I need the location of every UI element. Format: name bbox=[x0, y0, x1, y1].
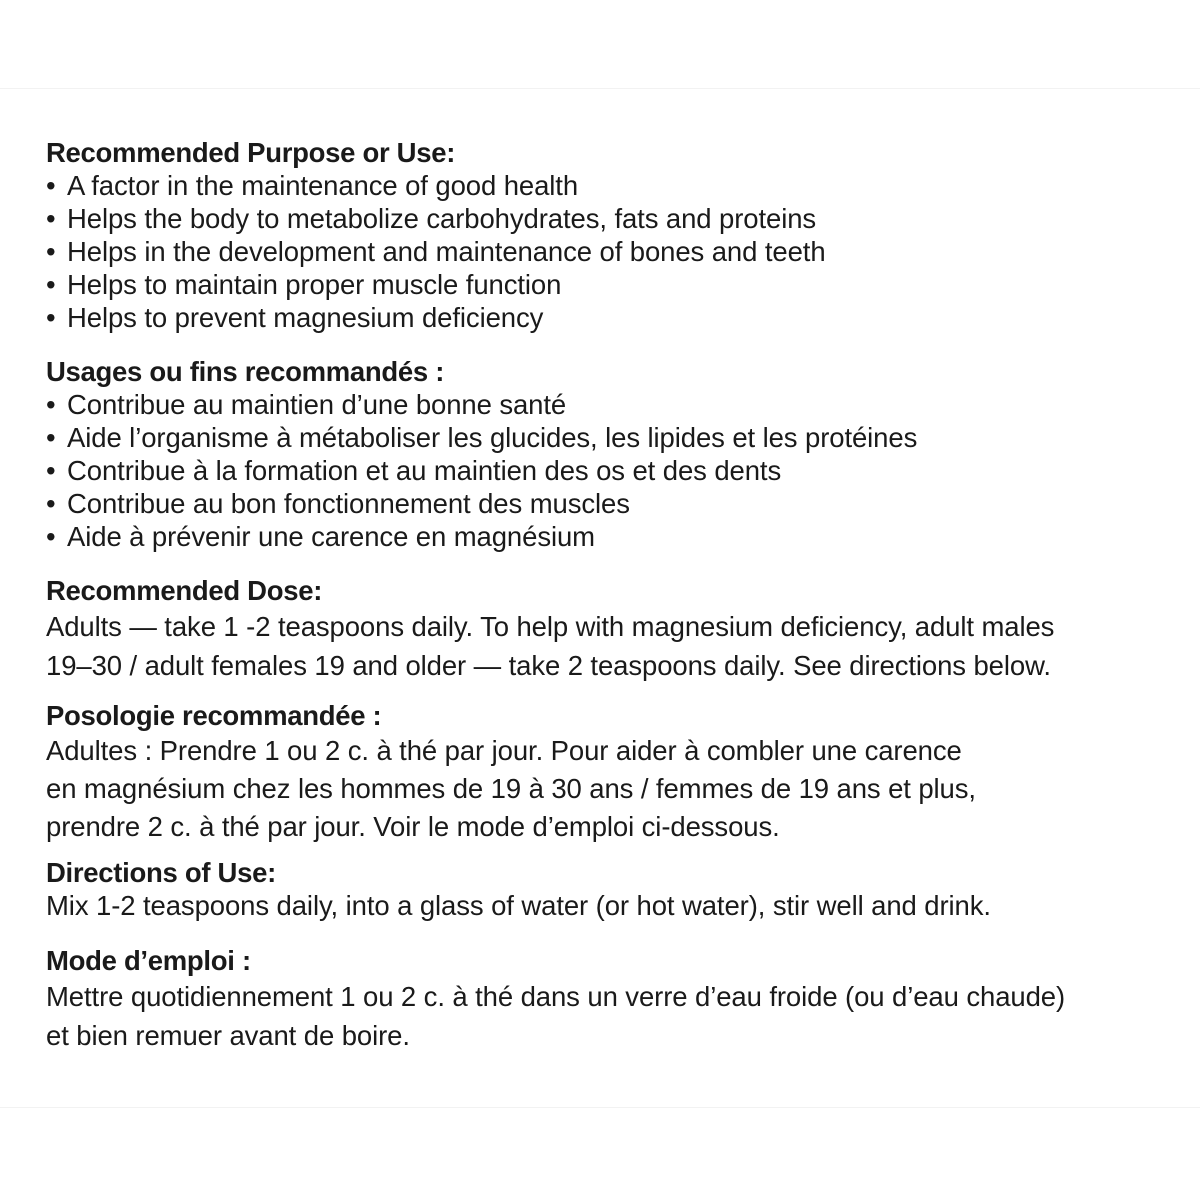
list-item: • Contribue à la formation et au maintien des os et des dents bbox=[46, 455, 782, 486]
text-line: Mettre quotidiennement 1 ou 2 c. à thé dans un verre d’eau froide (ou d’eau chaude) bbox=[46, 981, 1066, 1012]
text-line: Mix 1-2 teaspoons daily, into a glass of water (or hot water), stir well and drink. bbox=[46, 890, 991, 921]
paragraph bbox=[46, 732, 1176, 846]
list-item: • Contribue au bon fonctionnement des muscles bbox=[46, 488, 630, 519]
text-line: 19–30 / adult females 19 and older — take 2 teaspoons daily. See directions below. bbox=[46, 650, 1051, 681]
text-line: Adultes : Prendre 1 ou 2 c. à thé par jour. Pour aider à combler une carence bbox=[46, 735, 962, 766]
section-heading: Posologie recommandée : bbox=[46, 700, 382, 731]
section-recommended-use bbox=[46, 136, 1176, 334]
section-directions bbox=[46, 856, 1176, 922]
list-item: • Helps the body to metabolize carbohydrates, fats and proteins bbox=[46, 203, 817, 234]
paragraph bbox=[46, 889, 1176, 922]
bullet-marker: • bbox=[46, 302, 56, 333]
section-heading: Mode d’emploi : bbox=[46, 945, 251, 976]
section-heading: Recommended Purpose or Use: bbox=[46, 137, 456, 168]
label-text-block bbox=[46, 136, 1176, 1076]
section-heading: Recommended Dose: bbox=[46, 575, 323, 606]
text-line: en magnésium chez les hommes de 19 à 30 ans / femmes de 19 ans et plus, bbox=[46, 773, 976, 804]
text-line: prendre 2 c. à thé par jour. Voir le mode d’emploi ci-dessous. bbox=[46, 811, 780, 842]
list-item: • Helps in the development and maintenance of bones and teeth bbox=[46, 236, 826, 267]
bullet-list bbox=[46, 388, 1176, 553]
section-mode-emploi bbox=[46, 944, 1176, 1055]
section-heading: Directions of Use: bbox=[46, 857, 276, 888]
list-item: • Contribue au maintien d’une bonne santé bbox=[46, 389, 567, 420]
section-posologie bbox=[46, 699, 1176, 846]
bullet-marker: • bbox=[46, 203, 56, 234]
section-usages-fr bbox=[46, 355, 1176, 553]
bullet-marker: • bbox=[46, 455, 56, 486]
section-heading: Usages ou fins recommandés : bbox=[46, 356, 445, 387]
bullet-list bbox=[46, 169, 1176, 334]
list-item: • Helps to prevent magnesium deficiency bbox=[46, 302, 544, 333]
section-recommended-dose bbox=[46, 574, 1176, 685]
bullet-marker: • bbox=[46, 389, 56, 420]
bullet-marker: • bbox=[46, 269, 56, 300]
list-item: • Aide l’organisme à métaboliser les glucides, les lipides et les protéines bbox=[46, 422, 918, 453]
paragraph bbox=[46, 977, 1176, 1055]
bullet-marker: • bbox=[46, 170, 56, 201]
bullet-marker: • bbox=[46, 521, 56, 552]
list-item: • Helps to maintain proper muscle function bbox=[46, 269, 562, 300]
list-item: • A factor in the maintenance of good health bbox=[46, 170, 579, 201]
text-line: Adults — take 1 -2 teaspoons daily. To help with magnesium deficiency, adult males bbox=[46, 611, 1055, 642]
bullet-marker: • bbox=[46, 488, 56, 519]
bullet-marker: • bbox=[46, 422, 56, 453]
paragraph bbox=[46, 607, 1176, 685]
text-line: et bien remuer avant de boire. bbox=[46, 1020, 410, 1051]
bullet-marker: • bbox=[46, 236, 56, 267]
list-item: • Aide à prévenir une carence en magnésium bbox=[46, 521, 595, 552]
